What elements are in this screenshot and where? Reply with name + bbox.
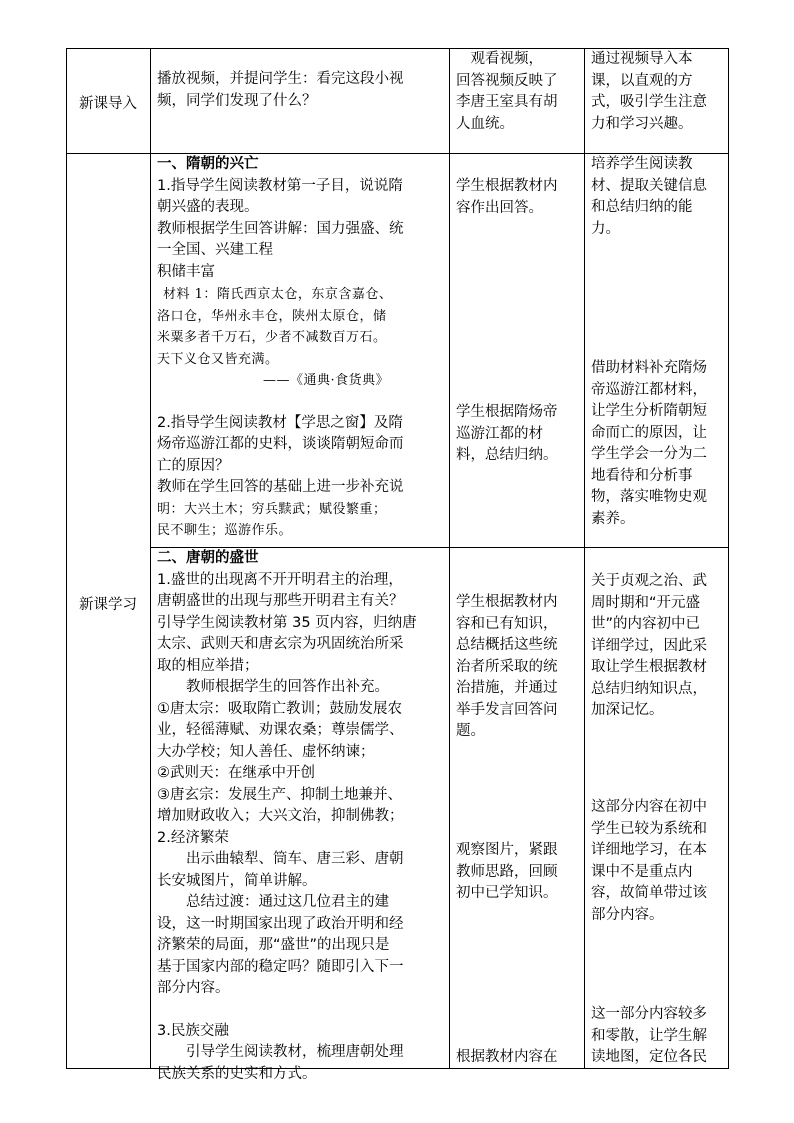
text-line: 教师在学生回答的基础上进一步补充说 <box>157 479 404 495</box>
text-line: 让学生分析隋朝短 <box>591 403 707 419</box>
quote-line: 洛口仓，华州永丰仓，陕州太原仓，储 <box>157 308 387 324</box>
table-divider-3 <box>584 48 585 1069</box>
text-line: 读地图，定位各民 <box>591 1049 707 1065</box>
text-line: 人血统。 <box>456 115 514 132</box>
table-border-right <box>728 48 729 1069</box>
text-line: 学生根据教材内 <box>456 594 558 610</box>
design-intent-sui-1 <box>591 154 727 240</box>
text-line: 帝巡游江都材料， <box>591 381 707 398</box>
text-line: 引导学生阅读教材，梳理唐朝处理 <box>157 1044 404 1060</box>
text-line: 容和已有知识， <box>456 615 558 632</box>
text-line: 取让学生根据教材 <box>591 659 707 675</box>
stage-label-learning: 新课学习 <box>79 597 137 613</box>
text-line: 总结归纳知识点， <box>591 680 707 697</box>
text-line: 学生根据隋炀帝 <box>456 404 558 420</box>
quote-line: 材料 1：隋氏西京太仓，东京含嘉仓、 <box>163 287 393 302</box>
text-line: 出示曲辕犁、筒车、唐三彩、唐朝 <box>157 851 404 867</box>
text-line: 取的相应举措； <box>157 657 259 674</box>
text-line: 济繁荣的局面，那“盛世”的出现只是 <box>157 937 390 953</box>
text-line: ②武则天：在继承中开创 <box>157 765 315 781</box>
text-line: 民不聊生；巡游作乐。 <box>157 523 293 538</box>
text-line: 炀帝巡游江都的史料，谈谈隋朝短命而 <box>157 436 404 452</box>
text-line: 和总结归纳的能 <box>591 199 693 215</box>
student-activity-tang-1 <box>456 592 582 743</box>
text-line: 地看待和分析事 <box>591 467 693 484</box>
text-line: 物，落实唯物史观 <box>591 489 707 505</box>
text-line: 总结过渡：通过这几位君主的建 <box>157 894 389 910</box>
text-line: 命而亡的原因，让 <box>591 424 707 441</box>
design-intent-tang-1 <box>591 571 727 722</box>
section-heading-sui: 一、隋朝的兴亡 <box>157 156 259 172</box>
design-intent-sui-2 <box>591 358 727 530</box>
text-line: 部分内容。 <box>591 906 664 923</box>
text-line: 详细学过，因此采 <box>591 637 707 654</box>
text-line: 一全国、兴建工程 <box>157 242 273 258</box>
text-line: 料，总结归纳。 <box>456 447 558 463</box>
student-activity-sui-1 <box>456 176 582 219</box>
student-activity-sui-2 <box>456 402 582 467</box>
text-line: 这部分内容在初中 <box>591 799 707 815</box>
text-line: 业，轻徭薄赋、劝课农桑；尊崇儒学、 <box>157 722 404 738</box>
text-line: 观看视频， <box>456 51 543 67</box>
text-line: 2.经济繁荣 <box>157 829 229 846</box>
text-line: 学生已较为系统和 <box>591 820 707 837</box>
text-line: 长安城图片，简单讲解。 <box>157 872 317 889</box>
text-line: 这一部分内容较多 <box>591 1006 707 1022</box>
table-divider-1 <box>150 48 151 1069</box>
teacher-activity-intro <box>157 69 445 112</box>
quote-source: ——《通典·食货典》 <box>263 373 390 388</box>
text-line: 李唐王室具有胡 <box>456 94 558 110</box>
text-line: 基于国家内部的稳定吗？随即引入下一 <box>157 958 404 975</box>
text-line: 通过视频导入本 <box>591 51 693 67</box>
text-line: 容，故简单带过该 <box>591 885 707 901</box>
text-line: 题。 <box>456 723 485 739</box>
text-line: 教师思路，回顾 <box>456 863 558 880</box>
text-line: 1.盛世的出现离不开开明君主的治理， <box>157 571 403 588</box>
student-activity-tang-2 <box>456 840 582 905</box>
text-line: 课，以直观的方 <box>591 72 693 89</box>
design-intent-intro <box>591 49 727 135</box>
spacer-line <box>157 1000 447 1021</box>
text-line: 治者所采取的统 <box>456 658 558 675</box>
text-line: ①唐太宗：吸取隋亡教训；鼓励发展农 <box>157 700 402 717</box>
stage-label-intro: 新课导入 <box>79 96 137 112</box>
text-line: 明：大兴土木；穷兵黩武；赋役繁重； <box>157 501 387 517</box>
text-line: 播放视频，并提问学生：看完这段小视 <box>157 71 404 87</box>
student-activity-tang-3 <box>456 1047 582 1069</box>
text-line: 素养。 <box>591 510 635 527</box>
text-line: 初中已学知识。 <box>456 885 558 901</box>
text-line: 频，同学们发现了什么？ <box>157 92 317 109</box>
text-line: ③唐玄宗：发展生产、抑制土地兼并、 <box>157 786 402 803</box>
text-line: 总结概括这些统 <box>456 637 558 653</box>
text-line: 举手发言回答问 <box>456 701 558 718</box>
text-line: 设，这一时期国家出现了政治开明和经 <box>157 915 404 932</box>
quote-line: 米粟多者千万石，少者不减数百万石。 <box>157 330 387 345</box>
text-line: 太宗、武则天和唐玄宗为巩固统治所采 <box>157 636 404 652</box>
text-line: 增加财政收入；大兴文治，抑制佛教； <box>157 808 404 824</box>
text-line: 大办学校；知人善任、虚怀纳谏； <box>157 743 375 760</box>
text-line: 唐朝盛世的出现与那些开明君主有关？ <box>157 593 404 609</box>
teacher-activity-tang <box>157 548 447 1085</box>
text-line: 学生根据教材内 <box>456 178 558 194</box>
text-line: 借助材料补充隋炀 <box>591 360 707 376</box>
historical-material-quote <box>157 284 447 392</box>
text-line: 部分内容。 <box>157 980 230 996</box>
text-line: 材、提取关键信息 <box>591 177 707 194</box>
text-line: 3.民族交融 <box>157 1022 229 1039</box>
text-line: 教师根据学生回答讲解：国力强盛、统 <box>157 220 404 237</box>
section-heading-tang: 二、唐朝的盛世 <box>157 550 259 566</box>
quote-line: 天下义仓又皆充满。 <box>157 351 279 367</box>
text-line: 根据教材内容在 <box>456 1049 558 1065</box>
text-line: 亡的原因？ <box>157 457 230 474</box>
table-border-left <box>66 48 67 1069</box>
text-line: 民族关系的史实和方式。 <box>157 1065 317 1082</box>
text-line: 培养学生阅读教 <box>591 156 693 172</box>
design-intent-tang-3 <box>591 1004 727 1069</box>
text-line: 力和学习兴趣。 <box>591 115 693 132</box>
text-line: 容作出回答。 <box>456 199 543 216</box>
text-line: 观察图片，紧跟 <box>456 842 558 858</box>
text-line: 治措施，并通过 <box>456 680 558 696</box>
text-line: 朝兴盛的表现。 <box>157 199 259 215</box>
text-line: 周时期和“开元盛 <box>591 594 701 611</box>
text-line: 力。 <box>591 220 620 237</box>
text-line: 学生学会一分为二 <box>591 446 707 462</box>
spacer-line <box>157 392 447 413</box>
teacher-activity-sui <box>157 154 447 542</box>
text-line: 回答视频反映了 <box>456 72 558 89</box>
text-line: 教师根据学生的回答作出补充。 <box>157 679 389 695</box>
text-line: 积储丰富 <box>157 263 215 280</box>
text-line: 2.指导学生阅读教材【学思之窗】及隋 <box>157 414 403 431</box>
text-line: 1.指导学生阅读教材第一子目，说说隋 <box>157 177 403 194</box>
text-line: 式，吸引学生注意 <box>591 94 707 110</box>
text-line: 关于贞观之治、武 <box>591 573 707 589</box>
text-line: 加深记忆。 <box>591 702 664 718</box>
text-line: 世”的内容初中已 <box>591 616 701 632</box>
text-line: 课中不是重点内 <box>591 863 693 880</box>
design-intent-tang-2 <box>591 797 727 926</box>
text-line: 引导学生阅读教材第 35 页内容，归纳唐 <box>157 614 417 631</box>
student-activity-intro <box>456 49 582 135</box>
text-line: 和零散，让学生解 <box>591 1027 707 1044</box>
text-line: 巡游江都的材 <box>456 425 543 442</box>
text-line: 详细地学习，在本 <box>591 842 707 858</box>
table-divider-2 <box>449 48 450 1069</box>
